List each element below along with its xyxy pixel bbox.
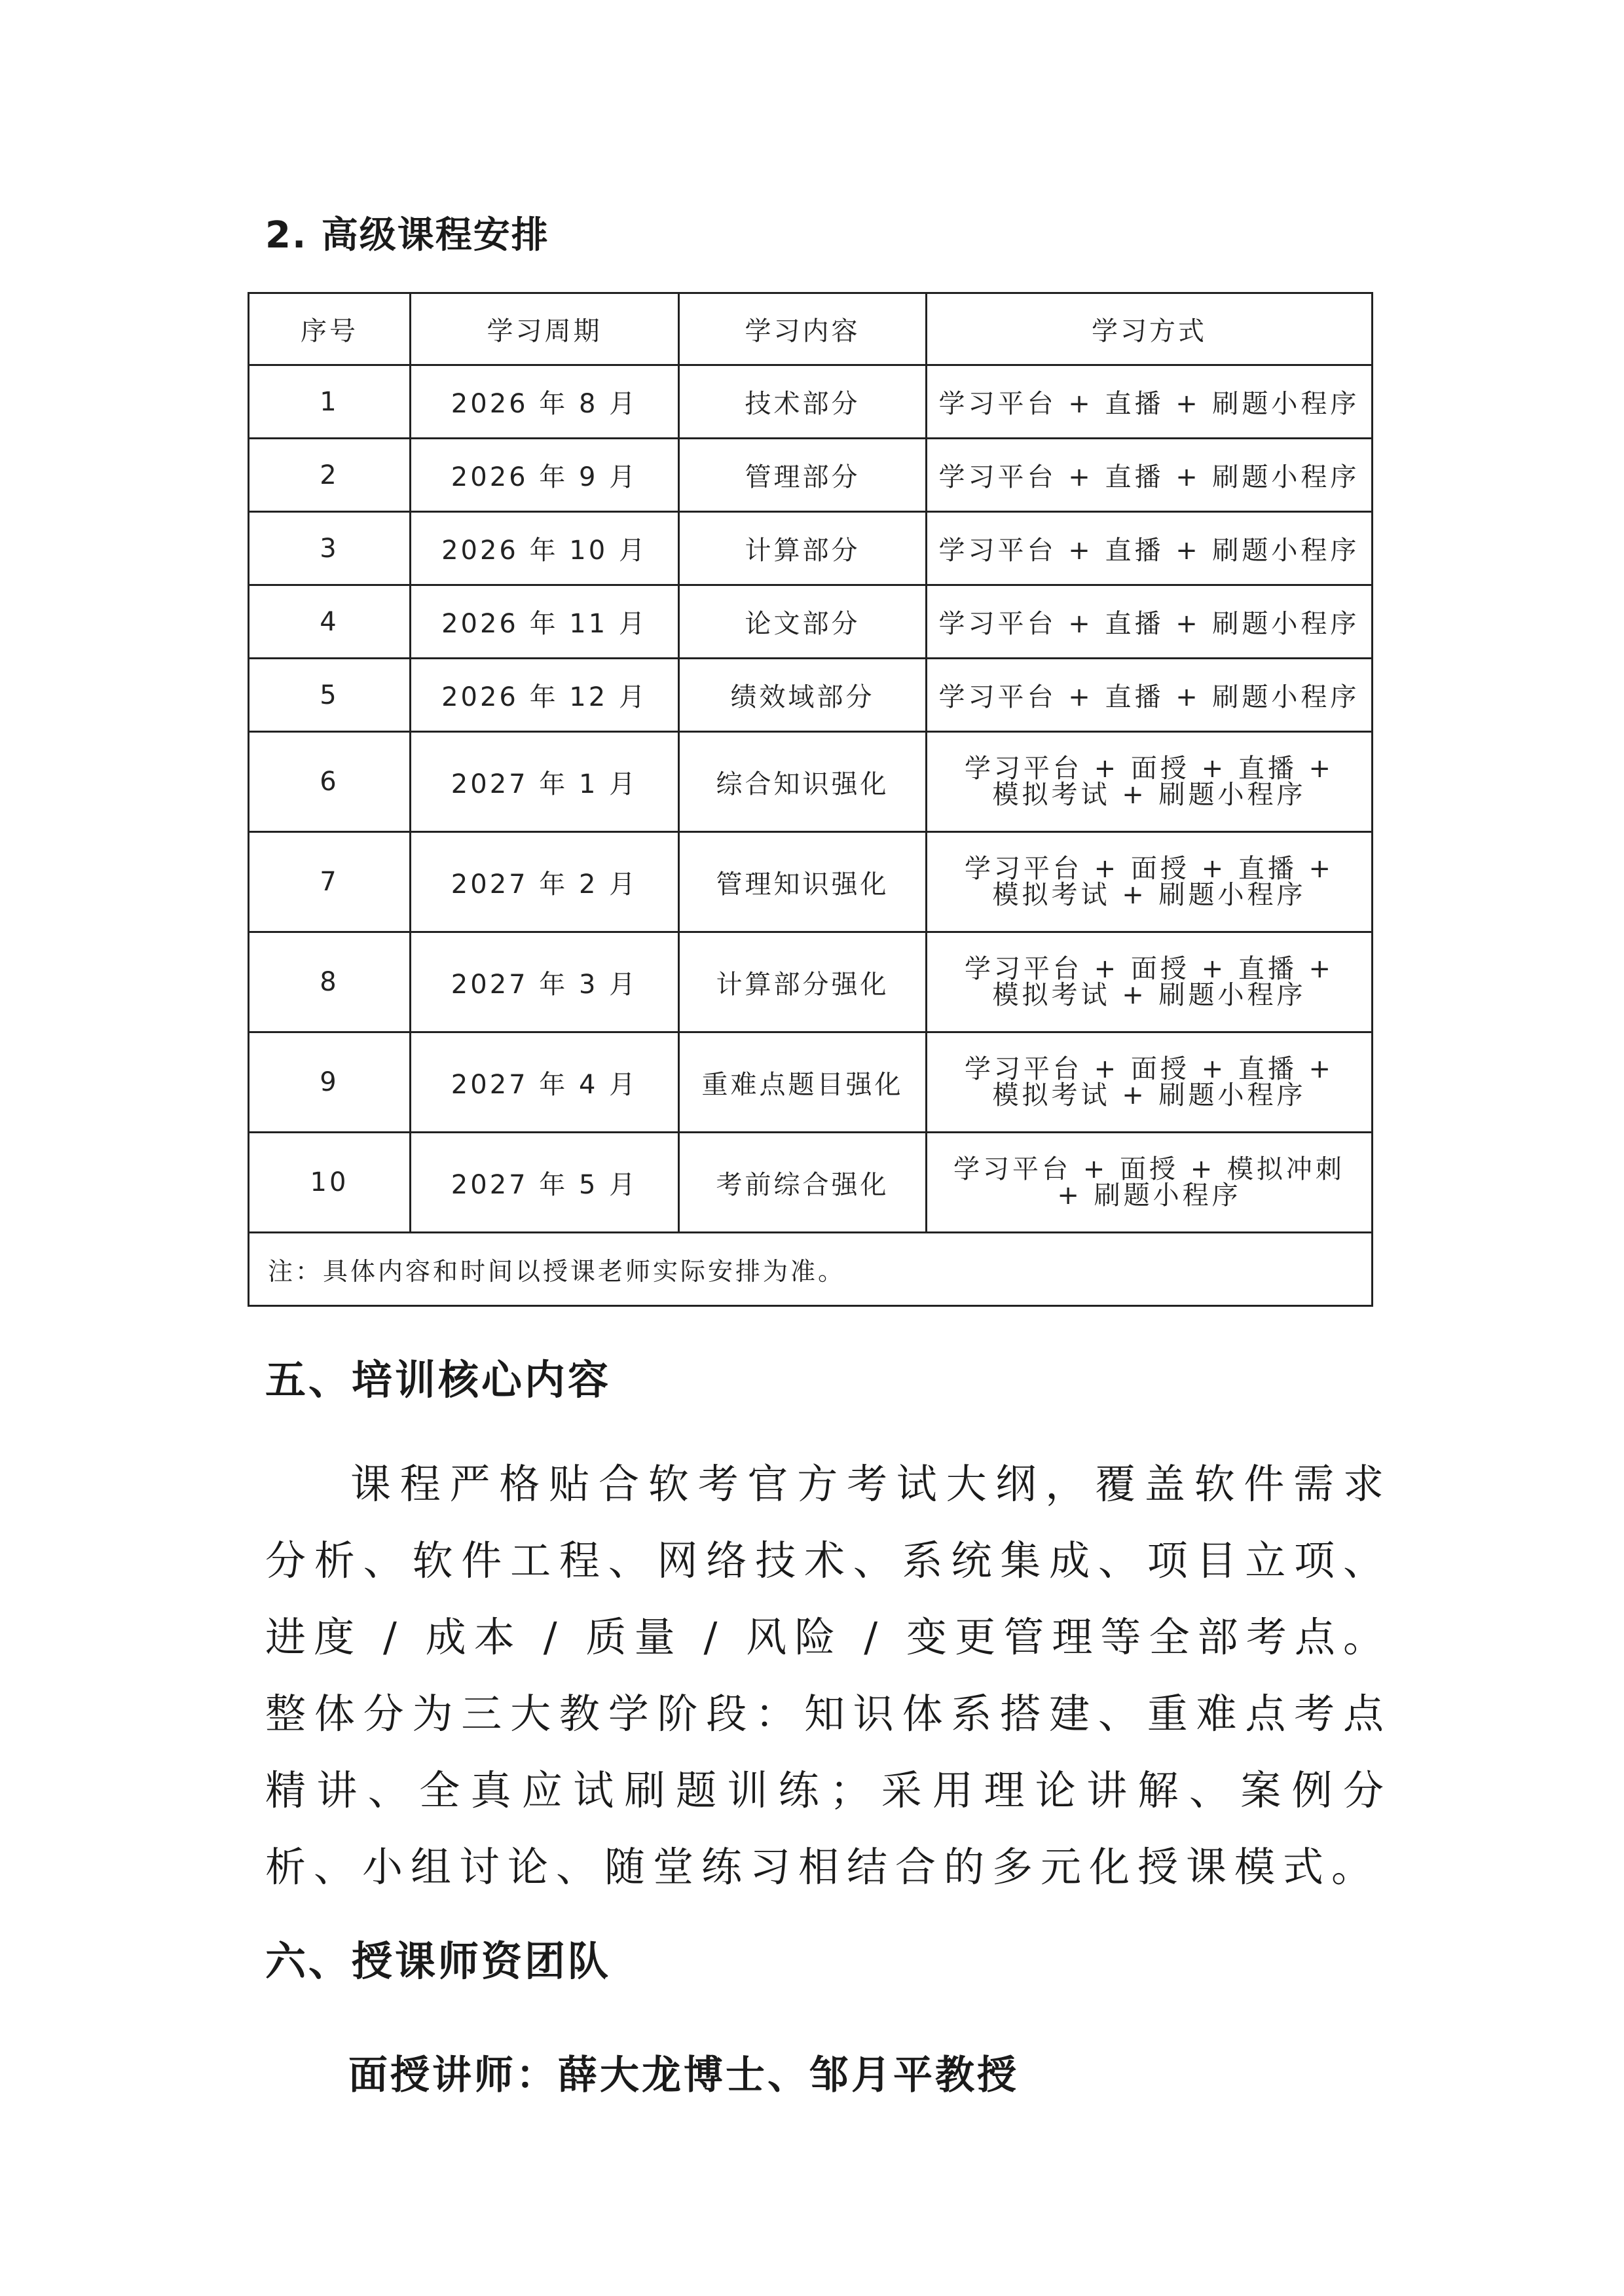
- cell-content: 计算部分: [679, 512, 927, 585]
- cell-period: 2026 年 12 月: [411, 659, 679, 732]
- core-content-paragraph: 课程严格贴合软考官方考试大纲，覆盖软件需求分析、软件工程、网络技术、系统集成、项目立项、进度 / 成本 / 质量 / 风险 / 变更管理等全部考点。整体分为三大教学阶段：知识体系搭建、重难点考点精讲、全真应试刷题训练；采用理论讲解、案例分析、小组讨论、随堂练习相结合的多元化授课模式。: [265, 1460, 1392, 1891]
- column-header-method: 学习方式: [927, 293, 1373, 365]
- cell-content: 技术部分: [679, 365, 927, 439]
- table-row: [249, 439, 1373, 512]
- cell-number: 7: [249, 832, 411, 932]
- cell-period: 2026 年 11 月: [411, 585, 679, 659]
- cell-method: 学习平台 + 直播 + 刷题小程序: [927, 512, 1373, 585]
- cell-number: 3: [249, 512, 411, 585]
- cell-content: 综合知识强化: [679, 732, 927, 832]
- cell-content: 考前综合强化: [679, 1133, 927, 1233]
- cell-number: 6: [249, 732, 411, 832]
- table-row: [249, 732, 1373, 832]
- cell-method: 学习平台 + 直播 + 刷题小程序: [927, 439, 1373, 512]
- cell-content: 论文部分: [679, 585, 927, 659]
- table-row: [249, 932, 1373, 1032]
- cell-number: 4: [249, 585, 411, 659]
- table-row: [249, 832, 1373, 932]
- column-header-period: 学习周期: [411, 293, 679, 365]
- table-row: [249, 1133, 1373, 1233]
- cell-period: 2026 年 10 月: [411, 512, 679, 585]
- table-row: [249, 365, 1373, 439]
- cell-number: 8: [249, 932, 411, 1032]
- section-five-heading: 五、培训核心内容: [265, 1356, 612, 1404]
- cell-method: 学习平台 + 直播 + 刷题小程序: [927, 585, 1373, 659]
- table-row: [249, 512, 1373, 585]
- cell-number: 5: [249, 659, 411, 732]
- cell-method: 学习平台 + 面授 + 直播 + 模拟考试 + 刷题小程序: [927, 1032, 1373, 1133]
- cell-method: 学习平台 + 直播 + 刷题小程序: [927, 659, 1373, 732]
- cell-method: 学习平台 + 面授 + 直播 + 模拟考试 + 刷题小程序: [927, 832, 1373, 932]
- cell-content: 重难点题目强化: [679, 1032, 927, 1133]
- cell-period: 2027 年 1 月: [411, 732, 679, 832]
- cell-number: 9: [249, 1032, 411, 1133]
- cell-content: 管理部分: [679, 439, 927, 512]
- course-schedule-table: [248, 292, 1373, 1307]
- cell-content: 管理知识强化: [679, 832, 927, 932]
- table-note: 注：具体内容和时间以授课老师实际安排为准。: [249, 1233, 1373, 1306]
- course-schedule-heading: 2. 高级课程安排: [265, 214, 549, 257]
- cell-period: 2027 年 2 月: [411, 832, 679, 932]
- cell-period: 2026 年 9 月: [411, 439, 679, 512]
- cell-method: 学习平台 + 直播 + 刷题小程序: [927, 365, 1373, 439]
- cell-period: 2026 年 8 月: [411, 365, 679, 439]
- cell-method: 学习平台 + 面授 + 直播 + 模拟考试 + 刷题小程序: [927, 932, 1373, 1032]
- cell-method: 学习平台 + 面授 + 直播 + 模拟考试 + 刷题小程序: [927, 732, 1373, 832]
- cell-content: 绩效域部分: [679, 659, 927, 732]
- cell-period: 2027 年 3 月: [411, 932, 679, 1032]
- table-row: [249, 1032, 1373, 1133]
- cell-period: 2027 年 4 月: [411, 1032, 679, 1133]
- table-header-row: [249, 293, 1373, 365]
- cell-method: 学习平台 + 面授 + 模拟冲刺 + 刷题小程序: [927, 1133, 1373, 1233]
- table-row: [249, 585, 1373, 659]
- teachers-line: 面授讲师：薛大龙博士、邹月平教授: [348, 2052, 1019, 2098]
- column-header-number: 序号: [249, 293, 411, 365]
- table-row: [249, 659, 1373, 732]
- cell-content: 计算部分强化: [679, 932, 927, 1032]
- table-note-row: [249, 1233, 1373, 1306]
- cell-number: 2: [249, 439, 411, 512]
- cell-number: 10: [249, 1133, 411, 1233]
- cell-number: 1: [249, 365, 411, 439]
- column-header-content: 学习内容: [679, 293, 927, 365]
- cell-period: 2027 年 5 月: [411, 1133, 679, 1233]
- section-six-heading: 六、授课师资团队: [265, 1937, 612, 1985]
